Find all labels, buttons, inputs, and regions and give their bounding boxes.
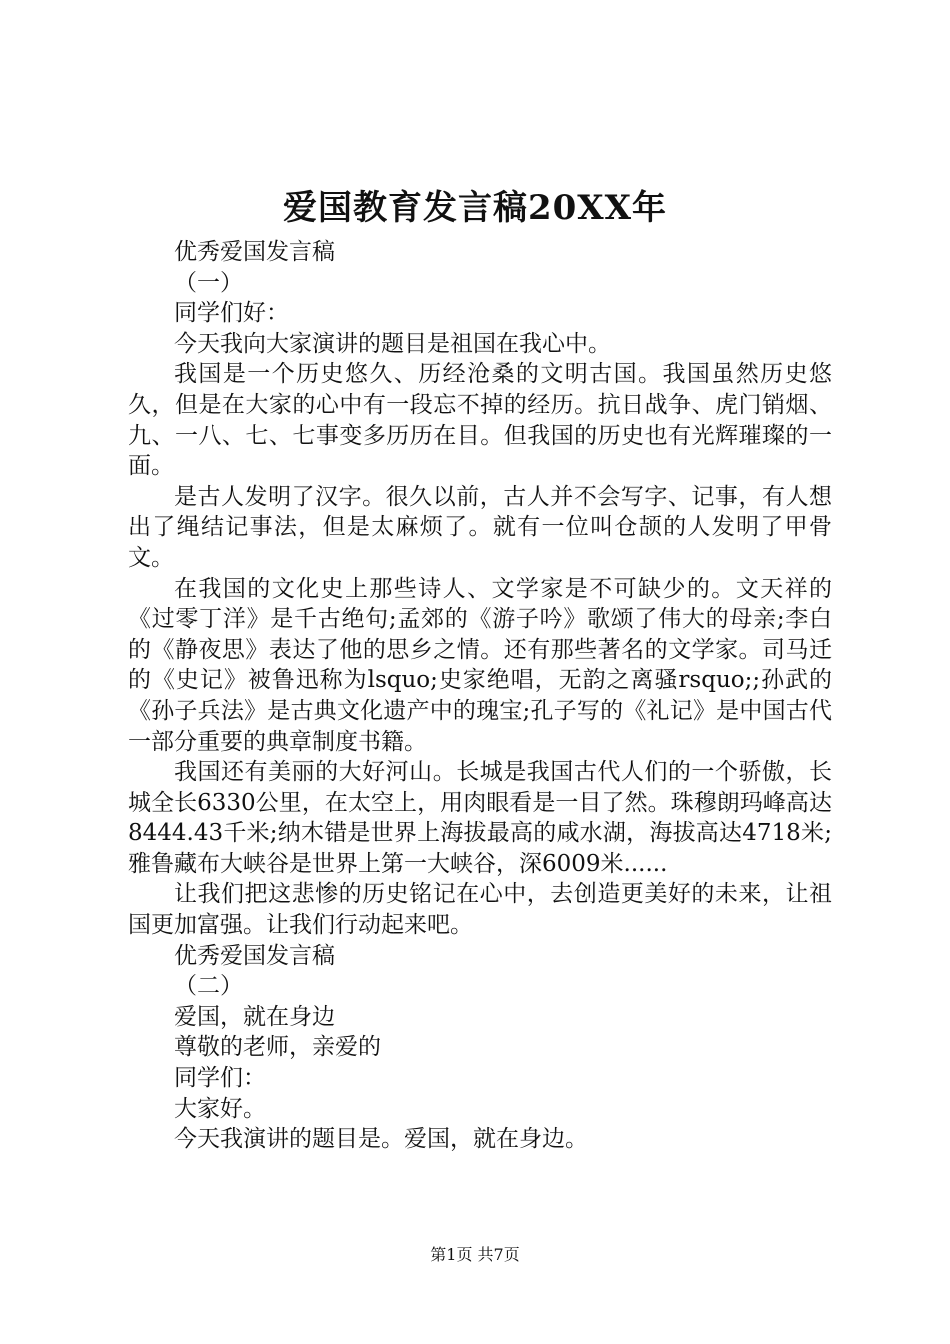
paragraph: 我国是一个历史悠久、历经沧桑的文明古国。我国虽然历史悠久，但是在大家的心中有一段忘不掉的经历。抗日战争、虎门销烟、九、一八、七、七事变多历历在目。但我国的历史也有光辉璀璨的一面。	[128, 361, 832, 480]
paragraph: （一）	[174, 269, 243, 296]
page-footer: 第1页 共7页	[430, 1245, 520, 1264]
paragraph: 优秀爱国发言稿	[174, 942, 335, 969]
paragraph: 尊敬的老师，亲爱的	[174, 1034, 381, 1061]
paragraph: 大家好。	[174, 1095, 266, 1122]
paragraph: 在我国的文化史上那些诗人、文学家是不可缺少的。文天祥的《过零丁洋》是千古绝句;孟郊的《游子吟》歌颂了伟大的母亲;李白的《静夜思》表达了他的思乡之情。还有那些著名的文学家。司马迁的《史记》被鲁迅称为lsquo;史家绝唱，无韵之离骚rsquo;;孙武的《孙子兵法》是古典文化遗产中的瑰宝;孔子写的《礼记》是中国古代一部分重要的典章制度书籍。	[128, 575, 832, 755]
paragraph: 同学们：	[174, 1065, 266, 1092]
paragraph: 今天我演讲的题目是。爱国，就在身边。	[174, 1126, 588, 1153]
paragraph: 是古人发明了汉字。很久以前，古人并不会写字、记事，有人想出了绳结记事法，但是太麻烦了。就有一位叫仓颉的人发明了甲骨文。	[128, 483, 832, 571]
paragraph: 让我们把这悲惨的历史铭记在心中，去创造更美好的未来，让祖国更加富强。让我们行动起来吧。	[128, 881, 832, 939]
paragraph: 今天我向大家演讲的题目是祖国在我心中。	[174, 330, 611, 357]
paragraph: 优秀爱国发言稿	[174, 239, 335, 265]
paragraph: （二）	[174, 973, 243, 1000]
paragraph: 我国还有美丽的大好河山。长城是我国古代人们的一个骄傲，长城全长6330公里，在太空上，用肉眼看是一目了然。珠穆朗玛峰高达8444.43千米;纳木错是世界上海拔最高的咸水湖，海拔高达4718米;雅鲁藏布大峡谷是世界上第一大峡谷，深6009米......	[128, 759, 832, 877]
document-body	[128, 237, 832, 1155]
document-title: 爱国教育发言稿20XX年	[282, 188, 668, 228]
paragraph: 爱国，就在身边	[174, 1003, 335, 1030]
paragraph: 同学们好：	[174, 300, 289, 327]
